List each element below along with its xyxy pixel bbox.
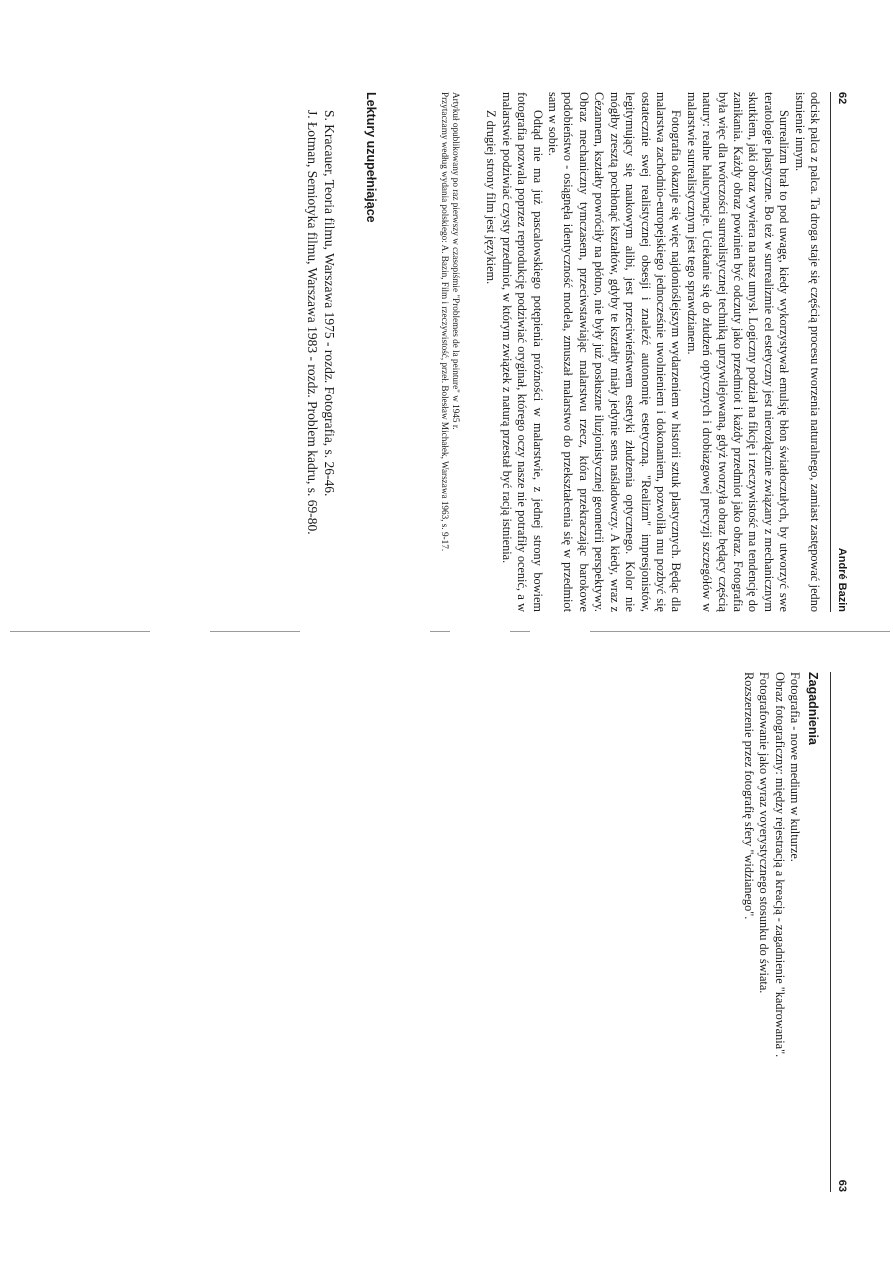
paragraph: Fotografia okazuje się więc najdonioślejszym wydarzeniem w historii sztuk plastycznych. Będąc dla malarstwa zachodnio-europejskiego jednocześnie uwolnieniem i dokonaniem, pozwoliła mu pozbyć się ostatecznie swej realistycznej obsesji i znaleźć autonomię estetyczną. "Realizm" impresjonistów, legitymujący się naukowym alibi, jest przeciwieństwem estetyki złudzenia optycznego. Kolor nie mógłby zresztą pochłonąć kształtów, gdyby te kształty miały jedynie sens naśladowczy. A kiedy, wraz z Cézannem, kształty powróciły na płótno, nie były już posłuszne iluzjonistycznej geometrii perspektywy. Obraz mechaniczny tymczasem, przeciwstawiając malarstwu rzecz, która przekraczając barokowe podobieństwo - osiągnęła identyczność modela, zmuszał malarstwo do przekształcenia się w przedmiot sam w sobie. [546, 92, 684, 612]
running-head-author: André Bazin [836, 547, 848, 612]
page-63 [198, 672, 848, 1192]
issue-item: Fotografia - nowe medium w kulturze. [788, 672, 802, 862]
reference-item: J. Łotman, Semiotyka filmu, Warszawa 1983 - rozdz. Problem kadru, s. 69-80. [305, 110, 321, 535]
references [304, 92, 338, 612]
note-line: Artykuł opublikowany po raz pierwszy w czasopiśmie "Problemes de la peinture" w 1945 r. [451, 92, 462, 430]
reference-item: S. Kracauer, Teoria filmu, Warszawa 1975 - rozdz. Fotografia, s. 26-46. [322, 110, 338, 497]
paragraph: Odtąd nie ma już pascalowskiego potępienia próżności w malarstwie, z jednej strony bowiem fotografia pozwala poprzez reprodukcję podziwiać oryginał, którego oczy nasze nie potrafiły ocenić, a w malarstwie podziwiać czysty przedmiot, w którym związek z naturą przestał być racją istnienia. [499, 92, 545, 612]
note-line: Przytaczamy według wydania polskiego: A. Bazin, Film i rzeczywistość, przeł. Bolesław Michałek, Warszawa 1963, s. 9-17. [439, 92, 450, 552]
issue-item: Obraz fotograficzny: między rejestracją a kreacją - zagadnienie "kadrowania". [772, 672, 787, 1058]
paragraph: Z drugiej strony film jest językiem. [484, 110, 499, 285]
issues-section [740, 672, 820, 1192]
running-head [830, 672, 848, 1192]
page-62 [198, 92, 848, 612]
issue-item: Fotografowanie jako wyraz voyerystycznego stosunku do świata. [757, 672, 772, 994]
paragraph: odcisk palca z palca. Ta droga staje się częścią procesu tworzenia naturalnego, zamiast zastępować jedno istnienie innym. [792, 92, 822, 612]
page-number: 63 [836, 1179, 848, 1192]
source-note [438, 92, 461, 612]
page-fold-divider [0, 628, 893, 636]
issue-item: Rozszerzenie przez fotografię sfery "widzianego". [741, 672, 756, 920]
paragraph: Surrealizm brał to pod uwagę, kiedy wykorzystywał emulsję błon światłoczułych, by utworzyć swe teratologie plastyczne. Bo też w surrealizmie cel estetyczny jest nierozłącznie związany z mechanicznym skutkiem, jaki obraz wywiera na nasz umysł. Logiczny podział na fikcję i rzeczywistość ma tendencję do zanikania. Każdy obraz powinien być odczuty jako przedmiot i każdy przedmiot jako obraz. Fotografia była więc dla twórczości surrealistycznej techniką uprzywilejowaną, gdyż tworzyła obraz będący częścią natury: realne halucynacje. Uciekanie się do złudzeń optycznych i drobiazgowej precyzji szczegółów w malarstwie surrealistycznym jest tego sprawdzianem. [684, 92, 792, 612]
page-number: 62 [836, 92, 848, 105]
section-title: Zagadnienia [806, 672, 820, 745]
body-text [483, 92, 822, 612]
running-head [830, 92, 848, 612]
section-title: Lektury uzupełniające [364, 92, 379, 223]
